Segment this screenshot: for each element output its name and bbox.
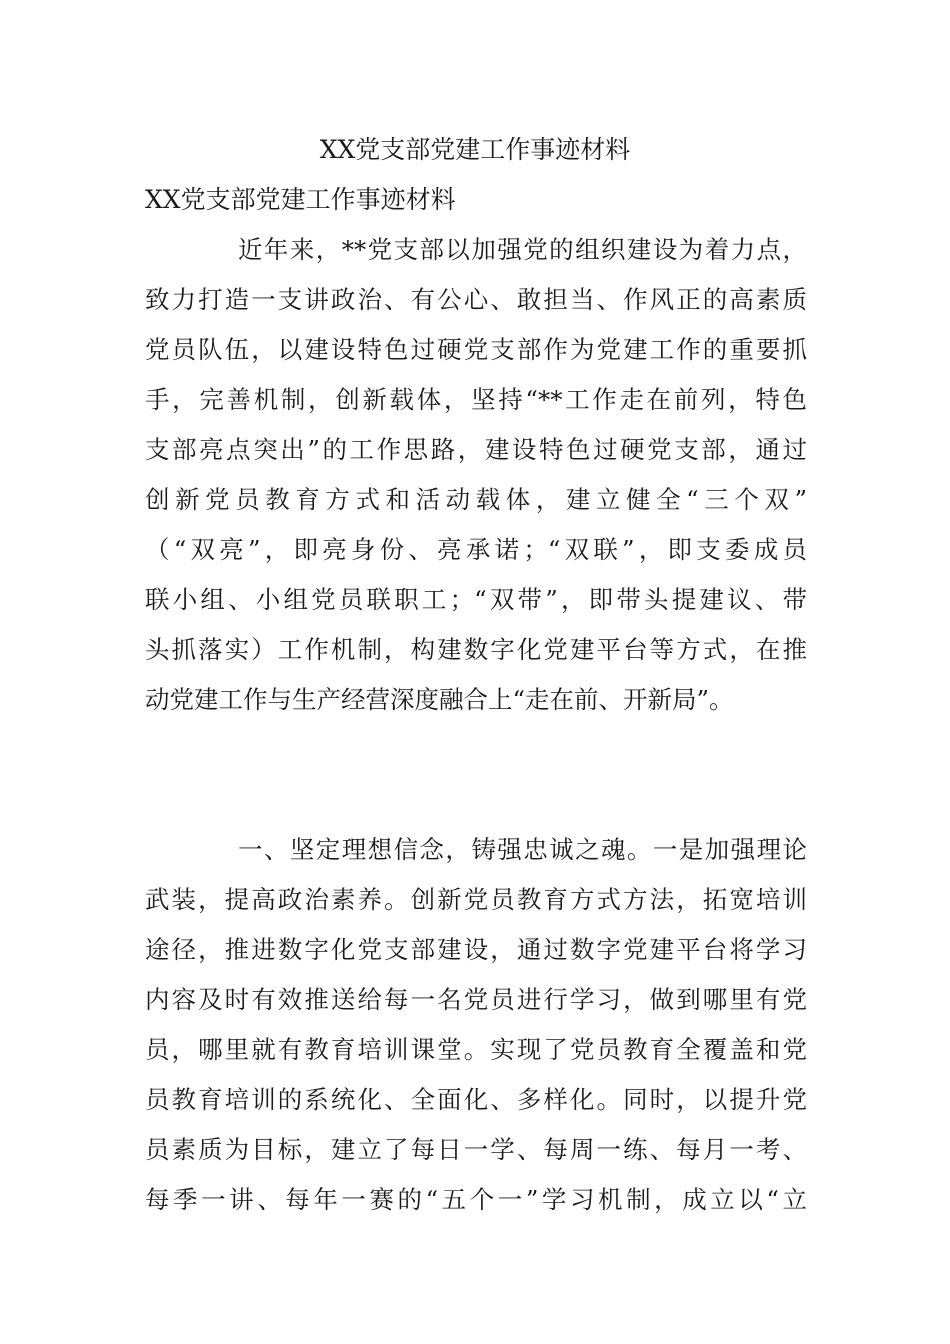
paragraph-line: 员教育培训的系统化、全面化、多样化。同时，以提升党 [145, 1085, 807, 1114]
paragraph-line: 一、坚定理想信念，铸强忠诚之魂。一是加强理论 [238, 835, 807, 864]
paragraph-line: 手，完善机制，创新载体，坚持“**工作走在前列，特色 [145, 385, 807, 414]
paragraph-line: 创新党员教育方式和活动载体，建立健全“三个双” [145, 485, 807, 514]
paragraph-line: （“双亮”，即亮身份、亮承诺；“双联”，即支委成员 [145, 535, 807, 564]
paragraph-line: 每季一讲、每年一赛的“五个一”学习机制，成立以“立 [145, 1185, 807, 1214]
paragraph-line: 途径，推进数字化党支部建设，通过数字党建平台将学习 [145, 935, 807, 964]
paragraph-line: 致力打造一支讲政治、有公心、敢担当、作风正的高素质 [145, 285, 807, 314]
paragraph-line: 近年来，**党支部以加强党的组织建设为着力点， [238, 235, 807, 264]
document-title: XX党支部党建工作事迹材料 [319, 135, 631, 164]
paragraph-line: 支部亮点突出”的工作思路，建设特色过硬党支部，通过 [145, 435, 807, 464]
paragraph-line: 员素质为目标，建立了每日一学、每周一练、每月一考、 [145, 1135, 807, 1164]
paragraph-line: 头抓落实）工作机制，构建数字化党建平台等方式，在推 [145, 635, 807, 664]
paragraph-line: 内容及时有效推送给每一名党员进行学习，做到哪里有党 [145, 985, 807, 1014]
paragraph-line: 党员队伍，以建设特色过硬党支部作为党建工作的重要抓 [145, 335, 807, 364]
document-subtitle: XX党支部党建工作事迹材料 [145, 185, 456, 214]
paragraph-line: 武装，提高政治素养。创新党员教育方式方法，拓宽培训 [145, 885, 807, 914]
paragraph-line: 员，哪里就有教育培训课堂。实现了党员教育全覆盖和党 [145, 1035, 807, 1064]
paragraph-line: 联小组、小组党员联职工；“双带”，即带头提建议、带 [145, 585, 807, 614]
paragraph-line: 动党建工作与生产经营深度融合上“走在前、开新局”。 [145, 685, 734, 714]
